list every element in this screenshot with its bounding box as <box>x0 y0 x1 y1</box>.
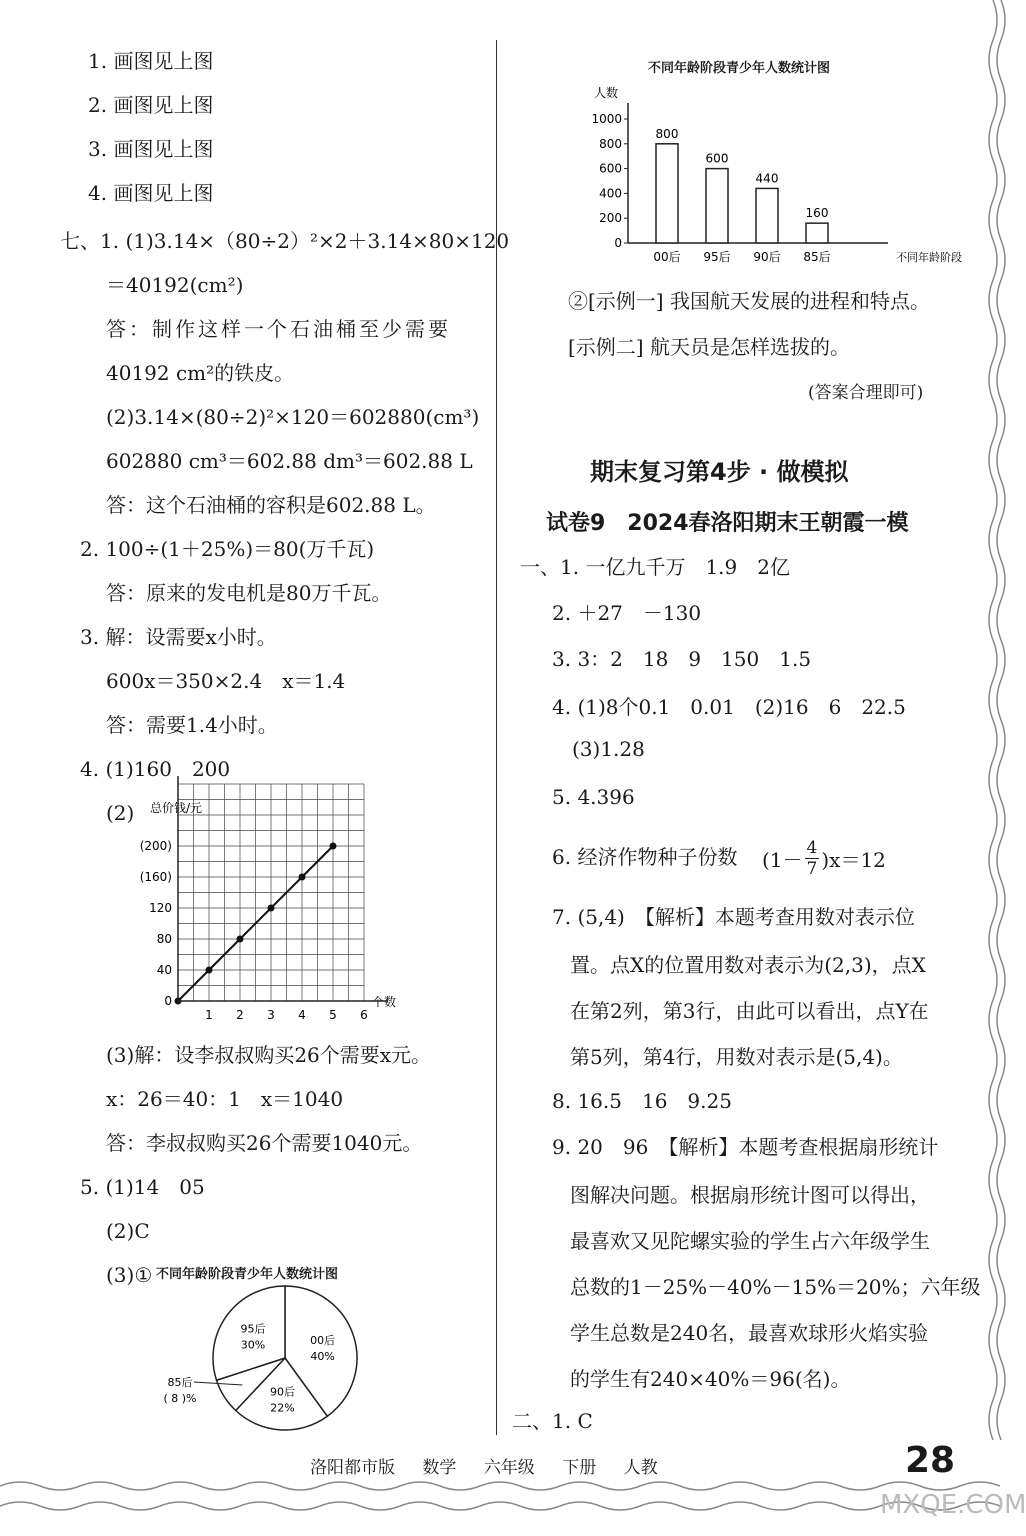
x-tick-label: 4 <box>298 1008 306 1022</box>
answer-line: 答：这个石油桶的容积是602.88 L。 <box>106 493 436 517</box>
answer-line: 4. (1)8个0.1 0.01 (2)16 6 22.5 <box>552 695 906 719</box>
exam-title: 试卷9 2024春洛阳期末王朝霞一模 <box>546 511 909 536</box>
answer-line: 3. 画图见上图 <box>88 137 214 161</box>
bar-value-label: 440 <box>755 171 779 186</box>
bar <box>806 223 828 243</box>
category-label: 95后 <box>703 250 731 264</box>
y-tick-label: 1000 <box>591 112 622 126</box>
page-footer <box>310 1453 680 1478</box>
y-tick-label: 600 <box>599 161 622 176</box>
answer-line: (3)1.28 <box>572 737 645 761</box>
x-axis-title: 个数 <box>372 995 397 1009</box>
answer-line: 第5列，第4行，用数对表示是(5,4)。 <box>570 1045 903 1069</box>
bar-value-label: 600 <box>705 151 729 166</box>
fraction-denominator: 7 <box>806 858 818 879</box>
y-tick-label: 800 <box>599 136 622 151</box>
section-heading: 期末复习第4步 · 做模拟 <box>590 458 849 486</box>
slice-name: 95后 <box>240 1322 266 1336</box>
decorative-bottom-border <box>0 1476 1017 1516</box>
category-label: 90后 <box>753 250 781 264</box>
answer-line: (3)解：设李叔叔购买26个需要x元。 <box>106 1043 432 1067</box>
y-tick-label: 0 <box>614 236 622 250</box>
slice-name: 90后 <box>270 1385 296 1399</box>
bar <box>706 169 728 243</box>
y-axis-title: 人数 <box>594 86 619 100</box>
y-tick-label: 200 <box>599 211 622 226</box>
answer-line: 3. 3：2 18 9 150 1.5 <box>552 647 812 671</box>
footer-grade: 六年级 <box>483 1458 535 1478</box>
bar-value-label: 800 <box>655 126 679 141</box>
answer-line: (3)① <box>106 1263 153 1287</box>
answer-line: 4. 画图见上图 <box>88 181 214 205</box>
data-point <box>206 967 213 974</box>
answer-line: 答：制作这样一个石油桶至少需要 <box>106 317 451 341</box>
y-tick-label: 40 <box>156 963 172 977</box>
age-group-bar-chart <box>580 80 962 270</box>
answer-line: 答：原来的发电机是80万千瓦。 <box>106 581 392 605</box>
fraction <box>805 838 820 879</box>
category-label: 00后 <box>653 250 681 264</box>
bar-chart-title: 不同年龄阶段青少年人数统计图 <box>648 61 831 76</box>
answer-line: [示例二] 航天员是怎样选拔的。 <box>568 335 850 359</box>
answer-line: x：26＝40：1 x＝1040 <box>106 1087 344 1111</box>
x-tick-label: 5 <box>329 1008 337 1022</box>
age-group-pie-chart <box>150 1290 370 1440</box>
slice-percent: 30% <box>240 1338 266 1352</box>
answer-line: 答：需要1.4小时。 <box>106 713 278 737</box>
bar-value-label: 160 <box>805 206 829 221</box>
answer-line: 学生总数是240名，最喜欢球形火焰实验 <box>570 1321 929 1345</box>
answer-note: (答案合理即可) <box>808 383 924 403</box>
slice-percent: 22% <box>270 1401 295 1415</box>
data-point <box>330 843 337 850</box>
data-point <box>268 905 275 912</box>
answer-line: 1. 画图见上图 <box>88 49 214 73</box>
x-tick-label: 3 <box>267 1008 275 1022</box>
footer-edition: 洛阳都市版 <box>310 1458 395 1478</box>
slice-percent: 40% <box>310 1349 335 1363</box>
y-tick-label: 120 <box>149 901 172 915</box>
fraction-equation <box>762 830 886 886</box>
x-axis-title: 不同年龄阶段 <box>896 251 962 264</box>
slice-percent: ( 8 )% <box>163 1392 197 1405</box>
equation-right: )x＝12 <box>821 847 886 872</box>
y-tick-label: 0 <box>164 994 172 1008</box>
answer-line: (2)C <box>106 1219 150 1243</box>
x-tick-label: 2 <box>236 1008 244 1022</box>
slice-name: 00后 <box>310 1333 336 1347</box>
x-tick-label: 1 <box>205 1008 213 1022</box>
y-tick-label: 80 <box>156 932 172 946</box>
decorative-right-border <box>987 0 1009 1536</box>
answer-line: 最喜欢又见陀螺实验的学生占六年级学生 <box>570 1229 930 1253</box>
answer-line: 2. 画图见上图 <box>88 93 214 117</box>
price-line-chart <box>120 796 400 1024</box>
y-tick-label: (160) <box>139 870 172 884</box>
pie-chart-title: 不同年龄阶段青少年人数统计图 <box>156 1267 339 1282</box>
y-axis-title: 总价钱/元 <box>150 801 203 815</box>
fraction-numerator: 4 <box>806 837 818 858</box>
answer-line: (2)3.14×(80÷2)²×120＝602880(cm³) <box>106 405 480 429</box>
answer-line: 6. 经济作物种子份数 <box>552 845 738 869</box>
answer-line: 3. 解：设需要x小时。 <box>80 625 277 649</box>
answer-line: 2. 100÷(1＋25%)＝80(万千瓦) <box>80 537 375 561</box>
answer-line: 2. ＋27 －130 <box>552 601 702 625</box>
answer-line: 4. (1)160 200 <box>80 757 231 781</box>
slice-name: 85后 <box>167 1376 193 1389</box>
answer-line: (2) <box>106 801 135 825</box>
footer-subject: 数学 <box>422 1458 457 1478</box>
answer-line: 一、1. 一亿九千万 1.9 2亿 <box>520 555 790 579</box>
footer-volume: 下册 <box>562 1458 597 1478</box>
answer-line: 8. 16.5 16 9.25 <box>552 1089 732 1113</box>
answer-line: ②[示例一] 我国航天发展的进程和特点。 <box>568 289 930 313</box>
answer-line: 在第2列，第3行，由此可以看出，点Y在 <box>570 999 929 1023</box>
answer-line: 二、1. C <box>512 1409 593 1433</box>
answer-line: 5. 4.396 <box>552 785 635 809</box>
data-point <box>299 874 306 881</box>
watermark: MXQE.COM <box>880 1490 1026 1520</box>
y-tick-label: (200) <box>139 839 172 853</box>
answer-line: ＝40192(cm²) <box>106 273 244 297</box>
answer-line: 600x＝350×2.4 x＝1.4 <box>106 669 346 693</box>
answer-line: 602880 cm³＝602.88 dm³＝602.88 L <box>106 449 473 473</box>
equation-left: (1－ <box>762 847 803 872</box>
page-number: 28 <box>905 1440 956 1481</box>
bar <box>656 144 678 243</box>
answer-line: 图解决问题。根据扇形统计图可以得出， <box>570 1183 930 1207</box>
data-point <box>237 936 244 943</box>
answer-line: 的学生有240×40%＝96(名)。 <box>570 1367 851 1391</box>
category-label: 85后 <box>803 250 831 264</box>
y-tick-label: 400 <box>599 186 622 201</box>
footer-publisher: 人教 <box>623 1458 658 1478</box>
answer-line: 40192 cm²的铁皮。 <box>106 361 295 385</box>
answer-line: 答：李叔叔购买26个需要1040元。 <box>106 1131 423 1155</box>
answer-line: 9. 20 96 【解析】本题考查根据扇形统计 <box>552 1135 939 1159</box>
bar <box>756 188 778 243</box>
x-tick-label: 6 <box>360 1008 368 1022</box>
answer-line: 7. (5,4) 【解析】本题考查用数对表示位 <box>552 905 915 929</box>
answer-line: 总数的1－25%－40%－15%＝20%；六年级 <box>570 1275 981 1299</box>
answer-line: 七、1. (1)3.14×（80÷2）²×2＋3.14×80×120 <box>60 229 510 253</box>
answer-line: 置。点X的位置用数对表示为(2,3)，点X <box>570 953 926 977</box>
answer-line: 5. (1)14 05 <box>80 1175 205 1199</box>
